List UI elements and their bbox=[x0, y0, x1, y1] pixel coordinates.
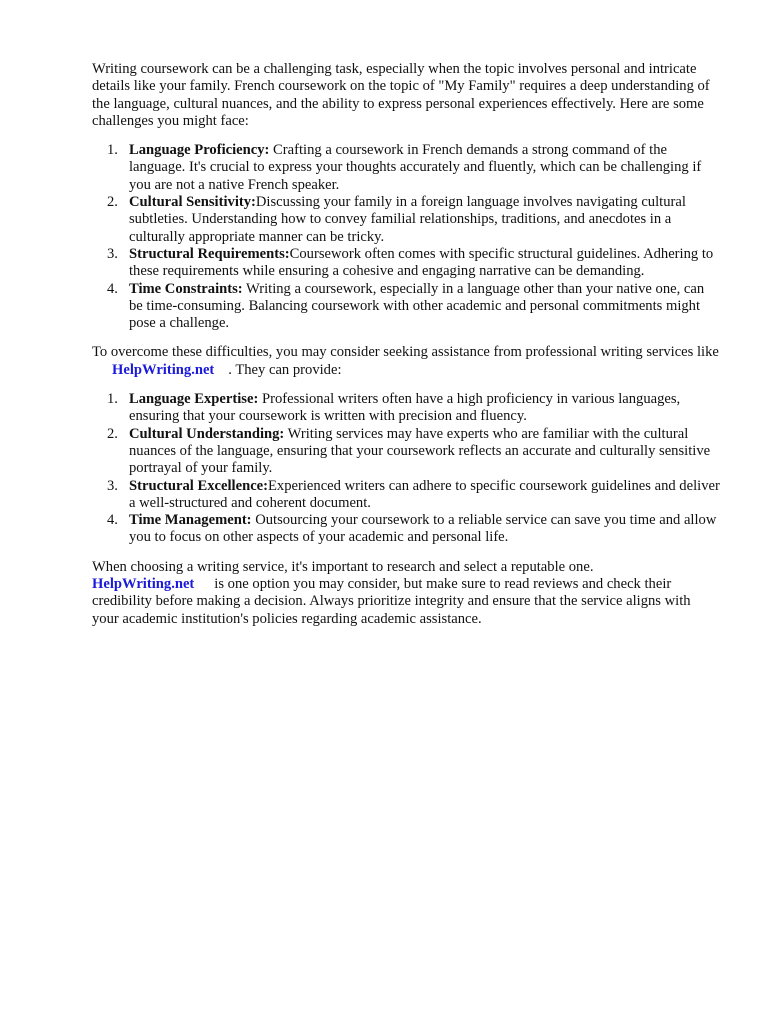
list-text: Professional writers often have a high proficiency in various languages, ensuring that your coursework is written with precision and fluency. bbox=[129, 391, 681, 425]
intro-paragraph: Writing coursework can be a challenging task, especially when the topic involves personal and intricate details like your family. French coursework on the topic of "My Family" requires a deep understanding of the language, cultural nuances, and the ability to express personal experiences effectively. Here are some challenges you might face: bbox=[92, 61, 710, 129]
challenges-list bbox=[92, 142, 720, 332]
list-term: Structural Requirements: bbox=[129, 245, 290, 262]
helpwriting-link[interactable]: HelpWriting.net bbox=[92, 576, 195, 593]
list-term: Language Expertise: bbox=[129, 391, 259, 408]
list-text: Outsourcing your coursework to a reliable service can save you time and allow you to focus on other aspects of your academic and personal life. bbox=[129, 512, 717, 546]
list-number: 1. bbox=[107, 142, 118, 159]
list-item bbox=[92, 281, 720, 333]
benefits-list bbox=[92, 391, 720, 547]
document-page bbox=[92, 61, 720, 628]
closing-text: When choosing a writing service, it's important to research and select a reputable one. bbox=[92, 558, 594, 575]
list-item bbox=[92, 194, 720, 246]
list-text: Writing a coursework, especially in a language other than your native one, can be time-consuming. Balancing coursework with other academic and personal commitments might pose a challenge. bbox=[129, 280, 705, 332]
overcome-paragraph bbox=[92, 344, 720, 379]
overcome-text: To overcome these difficulties, you may consider seeking assistance from professional writing services like bbox=[92, 344, 719, 361]
list-item bbox=[92, 142, 720, 194]
list-term: Cultural Understanding: bbox=[129, 425, 285, 442]
list-term: Time Constraints: bbox=[129, 280, 243, 297]
list-item bbox=[92, 246, 720, 281]
list-term: Cultural Sensitivity: bbox=[129, 194, 256, 211]
list-item bbox=[92, 478, 720, 513]
list-text: Crafting a coursework in French demands a strong command of the language. It's crucial to express your thoughts accurately and fluently, which can be challenging if you are not a native French speaker. bbox=[129, 142, 702, 193]
list-term: Time Management: bbox=[129, 512, 252, 529]
list-term: Language Proficiency: bbox=[129, 142, 270, 159]
list-text: Writing services may have experts who are familiar with the cultural nuances of the language, ensuring that your coursework reflects an accurate and culturally sensitive portrayal of your family. bbox=[129, 425, 711, 477]
list-number: 2. bbox=[107, 194, 118, 211]
list-term: Structural Excellence: bbox=[129, 477, 269, 494]
list-number: 2. bbox=[107, 425, 118, 442]
closing-paragraph bbox=[92, 559, 720, 628]
list-text: Experienced writers can adhere to specific coursework guidelines and deliver a well-structured and coherent document. bbox=[129, 477, 720, 511]
list-item bbox=[92, 391, 720, 426]
list-number: 4. bbox=[107, 280, 118, 297]
list-number: 3. bbox=[107, 477, 118, 494]
list-item bbox=[92, 426, 720, 478]
closing-after-text: is one option you may consider, but make sure to read reviews and check their credibility before making a decision. Always prioritize integrity and ensure that the service aligns with your academic institution's policies regarding academic assistance. bbox=[92, 576, 691, 627]
list-number: 4. bbox=[107, 512, 118, 529]
overcome-after-text: . They can provide: bbox=[228, 361, 342, 378]
list-text: Discussing your family in a foreign language involves navigating cultural subtleties. Understanding how to convey familial relationships, traditions, and anecdotes in a culturally appropriate manner can be tricky. bbox=[129, 194, 686, 245]
list-text: Coursework often comes with specific structural guidelines. Adhering to these requirements while ensuring a cohesive and engaging narrative can be demanding. bbox=[129, 245, 714, 280]
list-number: 1. bbox=[107, 391, 118, 408]
helpwriting-link[interactable]: HelpWriting.net bbox=[112, 361, 215, 378]
list-item bbox=[92, 512, 720, 547]
list-number: 3. bbox=[107, 245, 118, 262]
